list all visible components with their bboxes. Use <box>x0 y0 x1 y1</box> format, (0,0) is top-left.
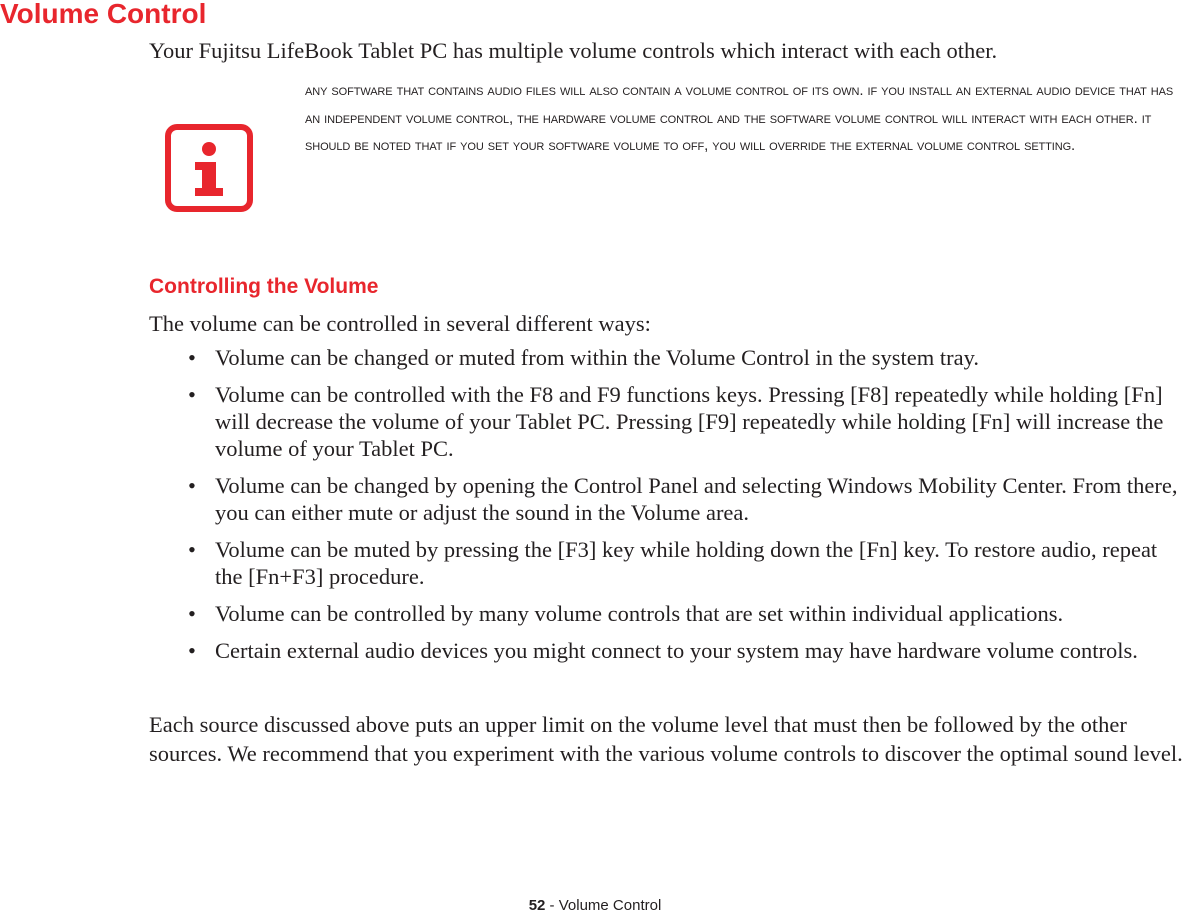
section-heading: Controlling the Volume <box>149 275 379 298</box>
note-text: any software that contains audio files will also contain a volume control of its own. if you install an external audio device that has an independent volume control, the hardware volume control and the software volume control will interact with each other. it should be noted that if you set your software volume to off, you will override the external volume control setting. <box>305 82 1174 154</box>
list-item <box>0 637 1190 664</box>
footer-separator: - <box>545 897 559 914</box>
list-item <box>0 381 1190 462</box>
bullet-icon: • <box>188 473 196 498</box>
page-footer <box>0 897 1190 914</box>
section-lead: The volume can be controlled in several different ways: <box>149 311 651 336</box>
closing-paragraph: Each source discussed above puts an upper limit on the volume level that must then be followed by the other sources. We recommend that you experiment with the various volume controls to discover the optimal sound level. <box>149 712 1183 766</box>
bullet-icon: • <box>188 537 196 562</box>
intro-paragraph: Your Fujitsu LifeBook Tablet PC has multiple volume controls which interact with each other. <box>149 38 998 63</box>
list-item-text: Volume can be changed by opening the Control Panel and selecting Windows Mobility Center. From there, you can either mute or adjust the sound in the Volume area. <box>215 473 1178 525</box>
list-item <box>0 472 1190 526</box>
list-item <box>0 536 1190 590</box>
list-item-text: Volume can be controlled with the F8 and F9 functions keys. Pressing [F8] repeatedly while holding [Fn] will decrease the volume of your Tablet PC. Pressing [F9] repeatedly while holding [Fn] will increase the volume of your Tablet PC. <box>215 382 1164 461</box>
list-item <box>0 344 1190 371</box>
bullet-icon: • <box>188 382 196 407</box>
bullet-icon: • <box>188 601 196 626</box>
list-item <box>0 600 1190 627</box>
bullet-icon: • <box>188 638 196 663</box>
bullet-icon: • <box>188 345 196 370</box>
list-item-text: Volume can be changed or muted from within the Volume Control in the system tray. <box>215 345 980 370</box>
page-title: Volume Control <box>0 0 207 29</box>
list-item-text: Volume can be controlled by many volume controls that are set within individual applications. <box>215 601 1064 626</box>
footer-section-name: Volume Control <box>558 897 662 914</box>
bullet-list <box>0 344 1190 674</box>
page-number: 52 <box>528 897 546 914</box>
info-icon <box>165 124 253 212</box>
list-item-text: Volume can be muted by pressing the [F3] key while holding down the [Fn] key. To restore audio, repeat the [Fn+F3] procedure. <box>215 537 1158 589</box>
list-item-text: Certain external audio devices you might connect to your system may have hardware volume controls. <box>215 638 1138 663</box>
